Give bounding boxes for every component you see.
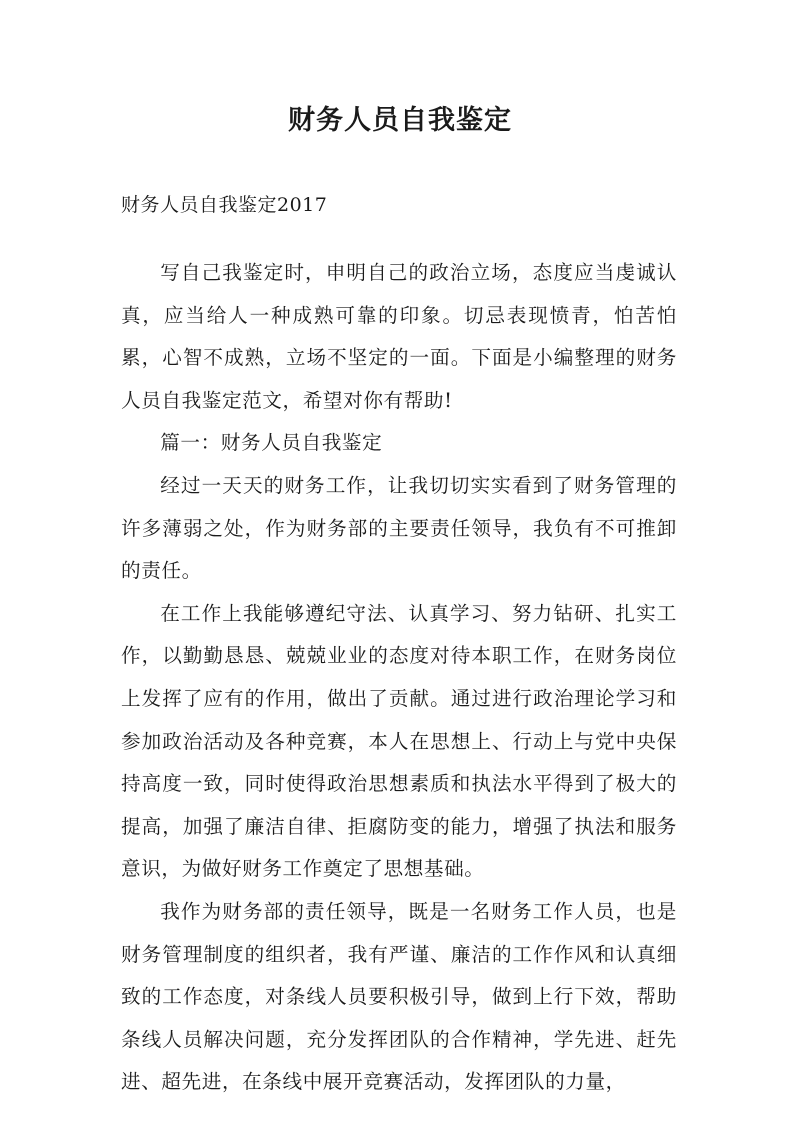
paragraph: 经过一天天的财务工作，让我切切实实看到了财务管理的许多薄弱之处，作为财务部的主要责任领导，我负有不可推卸的责任。 [121,473,677,583]
document-title: 财务人员自我鉴定 [288,105,512,136]
document-subtitle: 财务人员自我鉴定2017 [121,194,328,216]
section-heading: 篇一：财务人员自我鉴定 [160,431,383,455]
paragraph-intro: 写自己我鉴定时，申明自己的政治立场，态度应当虔诚认真，应当给人一种成熟可靠的印象。切忌表现愤青，怕苦怕累，心智不成熟，立场不坚定的一面。下面是小编整理的财务人员自我鉴定范文，希望对你有帮助! [121,261,677,412]
paragraph: 我作为财务部的责任领导，既是一名财务工作人员，也是财务管理制度的组织者，我有严谨、廉洁的工作作风和认真细致的工作态度，对条线人员要积极引导，做到上行下效，帮助条线人员解决问题，充分发挥团队的合作精神，学先进、赶先进、超先进，在条线中展开竞赛活动，发挥团队的力量， [121,899,677,1094]
paragraph: 在工作上我能够遵纪守法、认真学习、努力钻研、扎实工作，以勤勤恳恳、兢兢业业的态度对待本职工作，在财务岗位上发挥了应有的作用，做出了贡献。通过进行政治理论学习和参加政治活动及各种竞赛，本人在思想上、行动上与党中央保持高度一致，同时使得政治思想素质和执法水平得到了极大的提高，加强了廉洁自律、拒腐防变的能力，增强了执法和服务意识，为做好财务工作奠定了思想基础。 [121,601,677,881]
document-body [121,252,677,1104]
